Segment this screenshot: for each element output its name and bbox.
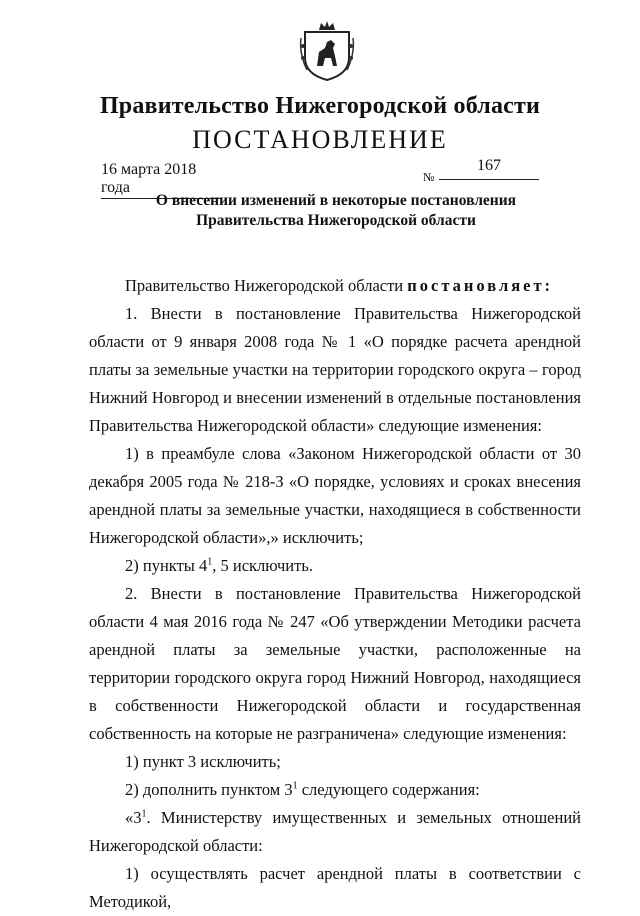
paragraph-1-item-2	[89, 552, 581, 580]
paragraph-2-item-2	[89, 776, 581, 804]
paragraph-3	[89, 804, 581, 860]
number-label: №	[423, 170, 435, 184]
document-number: 167	[439, 157, 539, 180]
paragraph-2: 2. Внести в постановление Правительства Нижегородской области 4 мая 2016 года № 247 «Об утверждении Методики расчета арендной платы за земельные участки, расположенные на территории городского округа город Нижний Новгород, находящиеся в собственности Нижегородской области и государственная собственность на которые не разграничена» следующие изменения:	[89, 584, 581, 743]
item-text: , 5 исключить.	[212, 556, 313, 575]
superscript: 1	[292, 780, 298, 792]
preamble	[89, 272, 581, 300]
document-body	[89, 272, 581, 916]
organization-title: Правительство Нижегородской области	[99, 93, 541, 119]
item-text: следующего содержания:	[297, 780, 480, 799]
preamble-verb: постановляет:	[407, 276, 554, 295]
document-type: ПОСТАНОВЛЕНИЕ	[192, 125, 448, 154]
subject-line-1: О внесении изменений в некоторые постановления	[155, 192, 517, 209]
superscript: 1	[207, 556, 213, 568]
item-text: «3	[125, 808, 142, 827]
paragraph-1: 1. Внести в постановление Правительства Нижегородской области от 9 января 2008 года № 1 «О порядке расчета арендной платы за земельные участки на территории городского округа – город Нижний Новгород и внесении изменений в отдельные постановления Правительства Нижегородской области» следующие изменения:	[89, 304, 581, 435]
preamble-text: Правительство Нижегородской области	[125, 276, 408, 295]
document-date: 16 марта 2018 года	[101, 161, 221, 199]
item-text: . Министерству имущественных и земельных отношений Нижегородской области:	[89, 808, 581, 855]
superscript: 1	[141, 808, 147, 820]
document-subject	[0, 191, 640, 231]
item-text: 2) пункты 4	[125, 556, 208, 575]
paragraph-3-item-1: 1) осуществлять расчет арендной платы в соответствии с Методикой,	[89, 864, 581, 911]
paragraph-2-item-1: 1) пункт 3 исключить;	[125, 752, 281, 771]
coat-of-arms-icon	[299, 20, 355, 82]
paragraph-1-item-1: 1) в преамбуле слова «Законом Нижегородской области от 30 декабря 2005 года № 218-З «О порядке, условиях и сроках внесения арендной платы за земельные участки, находящиеся в собственности Нижегородской области»,» исключить;	[89, 444, 581, 547]
item-text: 2) дополнить пунктом 3	[125, 780, 293, 799]
subject-line-2: Правительства Нижегородской области	[196, 212, 476, 229]
